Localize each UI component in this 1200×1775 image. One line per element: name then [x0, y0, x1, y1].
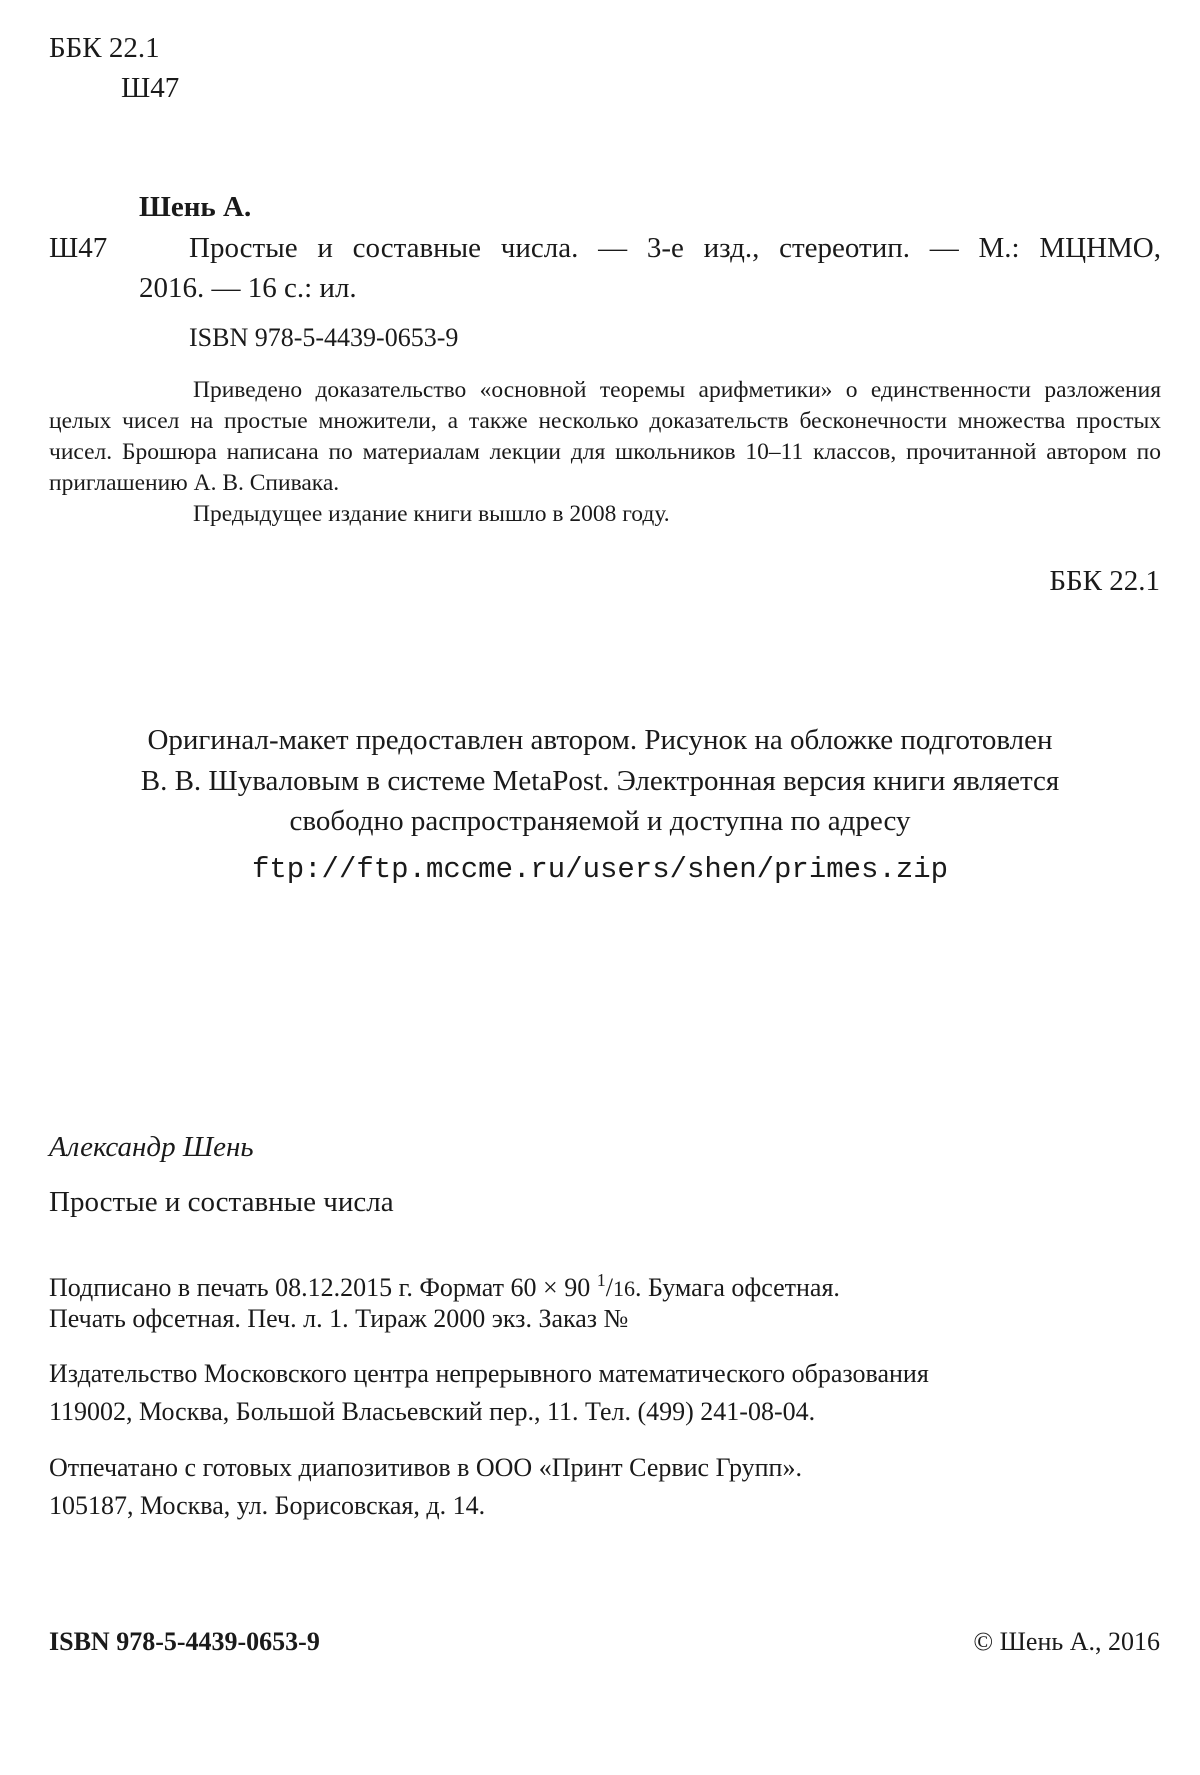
catalog-author: Шень А. — [139, 191, 252, 223]
author-mark: Ш47 — [121, 72, 180, 104]
publisher-line-1: Издательство Московского центра непрерывного математического образования — [49, 1359, 929, 1388]
catalog-isbn: ISBN 978-5-4439-0653-9 — [189, 323, 459, 352]
download-url: ftp://ftp.mccme.ru/users/shen/primes.zip — [251, 853, 949, 886]
annotation-paragraph-2: Предыдущее издание книги вышло в 2008 году. — [193, 501, 670, 527]
footer-isbn: ISBN 978-5-4439-0653-9 — [49, 1627, 320, 1656]
imprint-author: Александр Шень — [49, 1131, 254, 1163]
footer-copyright: © Шень А., 2016 — [973, 1627, 1160, 1656]
print-paper: . Бумага офсетная. — [634, 1273, 840, 1302]
print-signed-format: Подписано в печать 08.12.2015 г. Формат 60 × 90 — [49, 1273, 597, 1302]
credits-line-1: Оригинал-макет предоставлен автором. Рисунок на обложке подготовлен — [147, 724, 1053, 756]
catalog-description-line1: Простые и составные числа. — 3-е изд., стереотип. — М.: МЦНМО, — [189, 232, 1161, 264]
catalog-mark: Ш47 — [49, 232, 108, 264]
imprint-title: Простые и составные числа — [49, 1186, 394, 1218]
credits-line-3: свободно распространяемой и доступна по адресу — [289, 805, 911, 837]
print-details-line-2: Печать офсетная. Печ. л. 1. Тираж 2000 экз. Заказ № — [49, 1304, 629, 1333]
catalog-bbk-right: ББК 22.1 — [1049, 565, 1160, 597]
printer-line-2: 105187, Москва, ул. Борисовская, д. 14. — [49, 1491, 486, 1520]
format-fraction: $^1$/16 — [596, 1270, 635, 1302]
credits-line-2: В. В. Шуваловым в системе MetaPost. Электронная версия книги является — [140, 765, 1060, 797]
printer-line-1: Отпечатано с готовых диапозитивов в ООО «Принт Сервис Групп». — [49, 1453, 802, 1482]
catalog-annotation — [49, 375, 1161, 530]
bbk-code: ББК 22.1 — [49, 32, 160, 64]
publisher-line-2: 119002, Москва, Большой Власьевский пер., 11. Тел. (499) 241-08-04. — [49, 1397, 816, 1426]
annotation-paragraph-1: Приведено доказательство «основной теоремы арифметики» о единственности разложения целых чисел на простые множители, а также несколько доказательств бесконечности множества простых чисел. Брошюра написана по материалам лекции для школьников 10–11 классов, прочитанной автором по приглашению А. В. Спивака. — [49, 377, 1161, 496]
catalog-description-line2: 2016. — 16 с.: ил. — [139, 272, 357, 304]
